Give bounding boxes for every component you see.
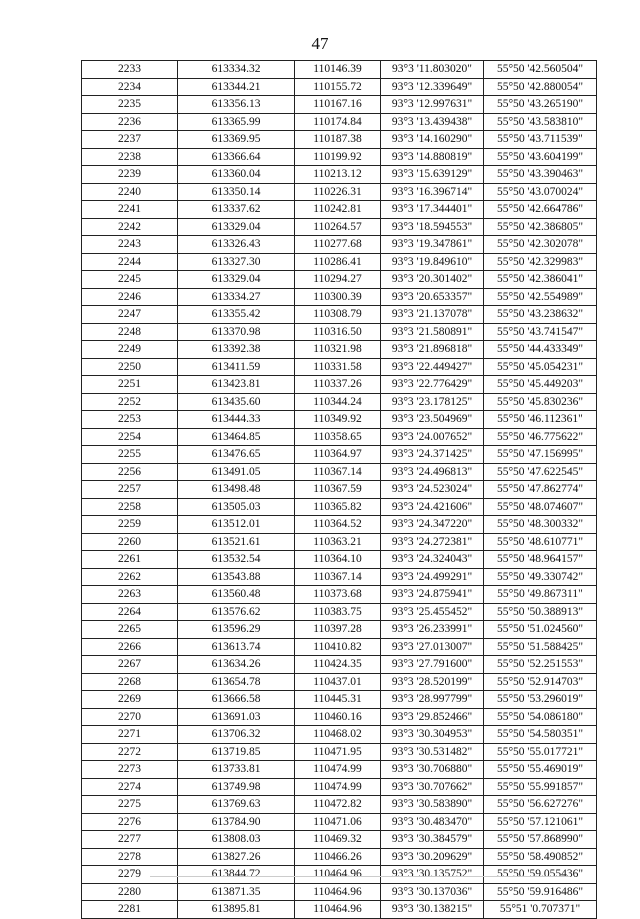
point-number-cell: 2244 — [82, 253, 178, 271]
table-row — [82, 183, 597, 201]
y-coordinate-cell: 110174.84 — [295, 113, 381, 131]
y-coordinate-cell: 110316.50 — [295, 323, 381, 341]
point-number-cell: 2274 — [82, 778, 178, 796]
table-row — [82, 463, 597, 481]
point-number-cell: 2249 — [82, 341, 178, 359]
longitude-cell: 93°3 '16.396714" — [381, 183, 484, 201]
x-coordinate-cell: 613476.65 — [178, 446, 295, 464]
point-number-cell: 2281 — [82, 901, 178, 919]
point-number-cell: 2234 — [82, 78, 178, 96]
latitude-cell: 55°50 '56.627276" — [484, 796, 597, 814]
point-number-cell: 2241 — [82, 201, 178, 219]
point-number-cell: 2254 — [82, 428, 178, 446]
latitude-cell: 55°50 '43.711539" — [484, 131, 597, 149]
table-row — [82, 708, 597, 726]
point-number-cell: 2242 — [82, 218, 178, 236]
table-row — [82, 481, 597, 499]
y-coordinate-cell: 110344.24 — [295, 393, 381, 411]
longitude-cell: 93°3 '30.707662" — [381, 778, 484, 796]
longitude-cell: 93°3 '15.639129" — [381, 166, 484, 184]
longitude-cell: 93°3 '14.160290" — [381, 131, 484, 149]
latitude-cell: 55°50 '45.830236" — [484, 393, 597, 411]
y-coordinate-cell: 110146.39 — [295, 61, 381, 79]
point-number-cell: 2276 — [82, 813, 178, 831]
y-coordinate-cell: 110167.16 — [295, 96, 381, 114]
y-coordinate-cell: 110464.96 — [295, 883, 381, 901]
y-coordinate-cell: 110367.14 — [295, 463, 381, 481]
x-coordinate-cell: 613329.04 — [178, 218, 295, 236]
point-number-cell: 2243 — [82, 236, 178, 254]
table-row — [82, 831, 597, 849]
x-coordinate-cell: 613435.60 — [178, 393, 295, 411]
latitude-cell: 55°50 '47.862774" — [484, 481, 597, 499]
point-number-cell: 2253 — [82, 411, 178, 429]
x-coordinate-cell: 613654.78 — [178, 673, 295, 691]
point-number-cell: 2264 — [82, 603, 178, 621]
y-coordinate-cell: 110469.32 — [295, 831, 381, 849]
x-coordinate-cell: 613784.90 — [178, 813, 295, 831]
longitude-cell: 93°3 '22.776429" — [381, 376, 484, 394]
longitude-cell: 93°3 '27.791600" — [381, 656, 484, 674]
x-coordinate-cell: 613356.13 — [178, 96, 295, 114]
table-row — [82, 61, 597, 79]
latitude-cell: 55°50 '58.490852" — [484, 848, 597, 866]
longitude-cell: 93°3 '24.496813" — [381, 463, 484, 481]
point-number-cell: 2236 — [82, 113, 178, 131]
y-coordinate-cell: 110364.52 — [295, 516, 381, 534]
latitude-cell: 55°50 '47.622545" — [484, 463, 597, 481]
y-coordinate-cell: 110331.58 — [295, 358, 381, 376]
table-row — [82, 131, 597, 149]
longitude-cell: 93°3 '30.304953" — [381, 726, 484, 744]
table-row — [82, 78, 597, 96]
y-coordinate-cell: 110466.26 — [295, 848, 381, 866]
point-number-cell: 2240 — [82, 183, 178, 201]
point-number-cell: 2272 — [82, 743, 178, 761]
y-coordinate-cell: 110445.31 — [295, 691, 381, 709]
y-coordinate-cell: 110365.82 — [295, 498, 381, 516]
y-coordinate-cell: 110424.35 — [295, 656, 381, 674]
longitude-cell: 93°3 '17.344401" — [381, 201, 484, 219]
table-row — [82, 358, 597, 376]
latitude-cell: 55°50 '55.991857" — [484, 778, 597, 796]
longitude-cell: 93°3 '30.384579" — [381, 831, 484, 849]
latitude-cell: 55°50 '43.741547" — [484, 323, 597, 341]
x-coordinate-cell: 613733.81 — [178, 761, 295, 779]
y-coordinate-cell: 110367.59 — [295, 481, 381, 499]
longitude-cell: 93°3 '27.013007" — [381, 638, 484, 656]
x-coordinate-cell: 613596.29 — [178, 621, 295, 639]
x-coordinate-cell: 613355.42 — [178, 306, 295, 324]
x-coordinate-cell: 613334.32 — [178, 61, 295, 79]
x-coordinate-cell: 613411.59 — [178, 358, 295, 376]
longitude-cell: 93°3 '21.137078" — [381, 306, 484, 324]
y-coordinate-cell: 110373.68 — [295, 586, 381, 604]
longitude-cell: 93°3 '11.803020" — [381, 61, 484, 79]
longitude-cell: 93°3 '30.135752" — [381, 866, 484, 884]
latitude-cell: 55°50 '50.388913" — [484, 603, 597, 621]
table-row — [82, 901, 597, 919]
latitude-cell: 55°50 '48.300332" — [484, 516, 597, 534]
point-number-cell: 2256 — [82, 463, 178, 481]
x-coordinate-cell: 613576.62 — [178, 603, 295, 621]
x-coordinate-cell: 613769.63 — [178, 796, 295, 814]
latitude-cell: 55°50 '45.449203" — [484, 376, 597, 394]
latitude-cell: 55°50 '48.610771" — [484, 533, 597, 551]
point-number-cell: 2265 — [82, 621, 178, 639]
y-coordinate-cell: 110321.98 — [295, 341, 381, 359]
point-number-cell: 2261 — [82, 551, 178, 569]
latitude-cell: 55°50 '52.251553" — [484, 656, 597, 674]
point-number-cell: 2247 — [82, 306, 178, 324]
latitude-cell: 55°50 '55.469019" — [484, 761, 597, 779]
x-coordinate-cell: 613634.26 — [178, 656, 295, 674]
y-coordinate-cell: 110367.14 — [295, 568, 381, 586]
y-coordinate-cell: 110294.27 — [295, 271, 381, 289]
latitude-cell: 55°50 '42.880054" — [484, 78, 597, 96]
y-coordinate-cell: 110472.82 — [295, 796, 381, 814]
x-coordinate-cell: 613691.03 — [178, 708, 295, 726]
point-number-cell: 2280 — [82, 883, 178, 901]
x-coordinate-cell: 613895.81 — [178, 901, 295, 919]
latitude-cell: 55°50 '43.583810" — [484, 113, 597, 131]
latitude-cell: 55°50 '55.017721" — [484, 743, 597, 761]
longitude-cell: 93°3 '30.706880" — [381, 761, 484, 779]
x-coordinate-cell: 613370.98 — [178, 323, 295, 341]
longitude-cell: 93°3 '18.594553" — [381, 218, 484, 236]
latitude-cell: 55°50 '43.604199" — [484, 148, 597, 166]
y-coordinate-cell: 110397.28 — [295, 621, 381, 639]
table-row — [82, 341, 597, 359]
longitude-cell: 93°3 '24.499291" — [381, 568, 484, 586]
x-coordinate-cell: 613512.01 — [178, 516, 295, 534]
latitude-cell: 55°50 '51.024560" — [484, 621, 597, 639]
point-number-cell: 2277 — [82, 831, 178, 849]
x-coordinate-cell: 613464.85 — [178, 428, 295, 446]
point-number-cell: 2257 — [82, 481, 178, 499]
x-coordinate-cell: 613329.04 — [178, 271, 295, 289]
latitude-cell: 55°50 '46.112361" — [484, 411, 597, 429]
point-number-cell: 2278 — [82, 848, 178, 866]
y-coordinate-cell: 110349.92 — [295, 411, 381, 429]
latitude-cell: 55°50 '57.868990" — [484, 831, 597, 849]
table-row — [82, 201, 597, 219]
table-row — [82, 743, 597, 761]
table-row — [82, 323, 597, 341]
longitude-cell: 93°3 '24.371425" — [381, 446, 484, 464]
point-number-cell: 2270 — [82, 708, 178, 726]
table-row — [82, 761, 597, 779]
y-coordinate-cell: 110474.99 — [295, 778, 381, 796]
y-coordinate-cell: 110308.79 — [295, 306, 381, 324]
longitude-cell: 93°3 '19.347861" — [381, 236, 484, 254]
x-coordinate-cell: 613327.30 — [178, 253, 295, 271]
x-coordinate-cell: 613498.48 — [178, 481, 295, 499]
x-coordinate-cell: 613532.54 — [178, 551, 295, 569]
point-number-cell: 2248 — [82, 323, 178, 341]
longitude-cell: 93°3 '28.520199" — [381, 673, 484, 691]
longitude-cell: 93°3 '13.439438" — [381, 113, 484, 131]
x-coordinate-cell: 613666.58 — [178, 691, 295, 709]
table-row — [82, 218, 597, 236]
y-coordinate-cell: 110264.57 — [295, 218, 381, 236]
point-number-cell: 2235 — [82, 96, 178, 114]
longitude-cell: 93°3 '22.449427" — [381, 358, 484, 376]
y-coordinate-cell: 110286.41 — [295, 253, 381, 271]
latitude-cell: 55°50 '43.390463" — [484, 166, 597, 184]
table-row — [82, 883, 597, 901]
y-coordinate-cell: 110187.38 — [295, 131, 381, 149]
y-coordinate-cell: 110226.31 — [295, 183, 381, 201]
x-coordinate-cell: 613613.74 — [178, 638, 295, 656]
longitude-cell: 93°3 '21.896818" — [381, 341, 484, 359]
x-coordinate-cell: 613719.85 — [178, 743, 295, 761]
table-row — [82, 813, 597, 831]
table-row — [82, 271, 597, 289]
point-number-cell: 2267 — [82, 656, 178, 674]
longitude-cell: 93°3 '30.483470" — [381, 813, 484, 831]
point-number-cell: 2233 — [82, 61, 178, 79]
y-coordinate-cell: 110468.02 — [295, 726, 381, 744]
longitude-cell: 93°3 '20.301402" — [381, 271, 484, 289]
y-coordinate-cell: 110471.95 — [295, 743, 381, 761]
longitude-cell: 93°3 '25.455452" — [381, 603, 484, 621]
x-coordinate-cell: 613360.04 — [178, 166, 295, 184]
x-coordinate-cell: 613560.48 — [178, 586, 295, 604]
longitude-cell: 93°3 '24.523024" — [381, 481, 484, 499]
x-coordinate-cell: 613366.64 — [178, 148, 295, 166]
longitude-cell: 93°3 '24.421606" — [381, 498, 484, 516]
x-coordinate-cell: 613365.99 — [178, 113, 295, 131]
point-number-cell: 2275 — [82, 796, 178, 814]
x-coordinate-cell: 613706.32 — [178, 726, 295, 744]
y-coordinate-cell: 110464.96 — [295, 866, 381, 884]
table-row — [82, 96, 597, 114]
latitude-cell: 55°50 '54.580351" — [484, 726, 597, 744]
longitude-cell: 93°3 '12.339649" — [381, 78, 484, 96]
x-coordinate-cell: 613369.95 — [178, 131, 295, 149]
table-row — [82, 551, 597, 569]
point-number-cell: 2263 — [82, 586, 178, 604]
x-coordinate-cell: 613392.38 — [178, 341, 295, 359]
latitude-cell: 55°51 '0.707371" — [484, 901, 597, 919]
y-coordinate-cell: 110410.82 — [295, 638, 381, 656]
latitude-cell: 55°50 '57.121061" — [484, 813, 597, 831]
table-row — [82, 603, 597, 621]
table-row — [82, 848, 597, 866]
latitude-cell: 55°50 '53.296019" — [484, 691, 597, 709]
point-number-cell: 2250 — [82, 358, 178, 376]
point-number-cell: 2273 — [82, 761, 178, 779]
page-number: 47 — [311, 34, 329, 53]
y-coordinate-cell: 110474.99 — [295, 761, 381, 779]
table-row — [82, 166, 597, 184]
table-row — [82, 866, 597, 884]
longitude-cell: 93°3 '19.849610" — [381, 253, 484, 271]
point-number-cell: 2262 — [82, 568, 178, 586]
coordinates-table — [81, 60, 597, 919]
point-number-cell: 2245 — [82, 271, 178, 289]
latitude-cell: 55°50 '51.588425" — [484, 638, 597, 656]
x-coordinate-cell: 613543.88 — [178, 568, 295, 586]
page-bottom-rule — [150, 876, 570, 877]
y-coordinate-cell: 110277.68 — [295, 236, 381, 254]
table-row — [82, 621, 597, 639]
latitude-cell: 55°50 '49.330742" — [484, 568, 597, 586]
latitude-cell: 55°50 '44.433349" — [484, 341, 597, 359]
y-coordinate-cell: 110464.96 — [295, 901, 381, 919]
point-number-cell: 2251 — [82, 376, 178, 394]
x-coordinate-cell: 613827.26 — [178, 848, 295, 866]
point-number-cell: 2252 — [82, 393, 178, 411]
x-coordinate-cell: 613444.33 — [178, 411, 295, 429]
longitude-cell: 93°3 '28.997799" — [381, 691, 484, 709]
point-number-cell: 2238 — [82, 148, 178, 166]
point-number-cell: 2271 — [82, 726, 178, 744]
x-coordinate-cell: 613350.14 — [178, 183, 295, 201]
y-coordinate-cell: 110155.72 — [295, 78, 381, 96]
longitude-cell: 93°3 '30.138215" — [381, 901, 484, 919]
point-number-cell: 2260 — [82, 533, 178, 551]
x-coordinate-cell: 613521.61 — [178, 533, 295, 551]
x-coordinate-cell: 613344.21 — [178, 78, 295, 96]
table-row — [82, 113, 597, 131]
longitude-cell: 93°3 '21.580891" — [381, 323, 484, 341]
latitude-cell: 55°50 '48.074607" — [484, 498, 597, 516]
x-coordinate-cell: 613423.81 — [178, 376, 295, 394]
longitude-cell: 93°3 '24.272381" — [381, 533, 484, 551]
y-coordinate-cell: 110300.39 — [295, 288, 381, 306]
y-coordinate-cell: 110364.97 — [295, 446, 381, 464]
latitude-cell: 55°50 '46.775622" — [484, 428, 597, 446]
latitude-cell: 55°50 '42.302078" — [484, 236, 597, 254]
longitude-cell: 93°3 '24.347220" — [381, 516, 484, 534]
table-row — [82, 148, 597, 166]
table-row — [82, 778, 597, 796]
y-coordinate-cell: 110460.16 — [295, 708, 381, 726]
y-coordinate-cell: 110358.65 — [295, 428, 381, 446]
table-row — [82, 638, 597, 656]
longitude-cell: 93°3 '30.531482" — [381, 743, 484, 761]
latitude-cell: 55°50 '43.238632" — [484, 306, 597, 324]
y-coordinate-cell: 110364.10 — [295, 551, 381, 569]
x-coordinate-cell: 613844.72 — [178, 866, 295, 884]
longitude-cell: 93°3 '20.653357" — [381, 288, 484, 306]
table-row — [82, 376, 597, 394]
x-coordinate-cell: 613749.98 — [178, 778, 295, 796]
y-coordinate-cell: 110471.06 — [295, 813, 381, 831]
longitude-cell: 93°3 '26.233991" — [381, 621, 484, 639]
latitude-cell: 55°50 '42.329983" — [484, 253, 597, 271]
latitude-cell: 55°50 '42.664786" — [484, 201, 597, 219]
latitude-cell: 55°50 '47.156995" — [484, 446, 597, 464]
point-number-cell: 2246 — [82, 288, 178, 306]
y-coordinate-cell: 110437.01 — [295, 673, 381, 691]
table-row — [82, 253, 597, 271]
longitude-cell: 93°3 '24.875941" — [381, 586, 484, 604]
longitude-cell: 93°3 '12.997631" — [381, 96, 484, 114]
latitude-cell: 55°50 '59.916486" — [484, 883, 597, 901]
table-row — [82, 656, 597, 674]
latitude-cell: 55°50 '54.086180" — [484, 708, 597, 726]
point-number-cell: 2266 — [82, 638, 178, 656]
y-coordinate-cell: 110363.21 — [295, 533, 381, 551]
y-coordinate-cell: 110242.81 — [295, 201, 381, 219]
latitude-cell: 55°50 '52.914703" — [484, 673, 597, 691]
table-row — [82, 498, 597, 516]
latitude-cell: 55°50 '48.964157" — [484, 551, 597, 569]
longitude-cell: 93°3 '29.852466" — [381, 708, 484, 726]
latitude-cell: 55°50 '59.055436" — [484, 866, 597, 884]
x-coordinate-cell: 613326.43 — [178, 236, 295, 254]
table-row — [82, 306, 597, 324]
longitude-cell: 93°3 '23.504969" — [381, 411, 484, 429]
table-row — [82, 673, 597, 691]
x-coordinate-cell: 613334.27 — [178, 288, 295, 306]
table-row — [82, 393, 597, 411]
latitude-cell: 55°50 '43.070024" — [484, 183, 597, 201]
latitude-cell: 55°50 '45.054231" — [484, 358, 597, 376]
table-row — [82, 586, 597, 604]
point-number-cell: 2255 — [82, 446, 178, 464]
longitude-cell: 93°3 '24.324043" — [381, 551, 484, 569]
point-number-cell: 2259 — [82, 516, 178, 534]
y-coordinate-cell: 110337.26 — [295, 376, 381, 394]
table-row — [82, 288, 597, 306]
point-number-cell: 2237 — [82, 131, 178, 149]
latitude-cell: 55°50 '43.265190" — [484, 96, 597, 114]
table-row — [82, 516, 597, 534]
latitude-cell: 55°50 '42.560504" — [484, 61, 597, 79]
table-row — [82, 446, 597, 464]
longitude-cell: 93°3 '30.137036" — [381, 883, 484, 901]
longitude-cell: 93°3 '30.583890" — [381, 796, 484, 814]
table-row — [82, 796, 597, 814]
table-row — [82, 411, 597, 429]
x-coordinate-cell: 613505.03 — [178, 498, 295, 516]
point-number-cell: 2239 — [82, 166, 178, 184]
table-row — [82, 533, 597, 551]
x-coordinate-cell: 613491.05 — [178, 463, 295, 481]
latitude-cell: 55°50 '49.867311" — [484, 586, 597, 604]
x-coordinate-cell: 613337.62 — [178, 201, 295, 219]
longitude-cell: 93°3 '24.007652" — [381, 428, 484, 446]
table-row — [82, 236, 597, 254]
table-row — [82, 691, 597, 709]
longitude-cell: 93°3 '30.209629" — [381, 848, 484, 866]
longitude-cell: 93°3 '14.880819" — [381, 148, 484, 166]
y-coordinate-cell: 110383.75 — [295, 603, 381, 621]
x-coordinate-cell: 613808.03 — [178, 831, 295, 849]
point-number-cell: 2269 — [82, 691, 178, 709]
table-row — [82, 428, 597, 446]
y-coordinate-cell: 110213.12 — [295, 166, 381, 184]
table-row — [82, 726, 597, 744]
coordinates-table-body — [82, 61, 597, 919]
latitude-cell: 55°50 '42.554989" — [484, 288, 597, 306]
point-number-cell: 2258 — [82, 498, 178, 516]
latitude-cell: 55°50 '42.386041" — [484, 271, 597, 289]
point-number-cell: 2279 — [82, 866, 178, 884]
latitude-cell: 55°50 '42.386805" — [484, 218, 597, 236]
x-coordinate-cell: 613871.35 — [178, 883, 295, 901]
longitude-cell: 93°3 '23.178125" — [381, 393, 484, 411]
table-row — [82, 568, 597, 586]
point-number-cell: 2268 — [82, 673, 178, 691]
y-coordinate-cell: 110199.92 — [295, 148, 381, 166]
